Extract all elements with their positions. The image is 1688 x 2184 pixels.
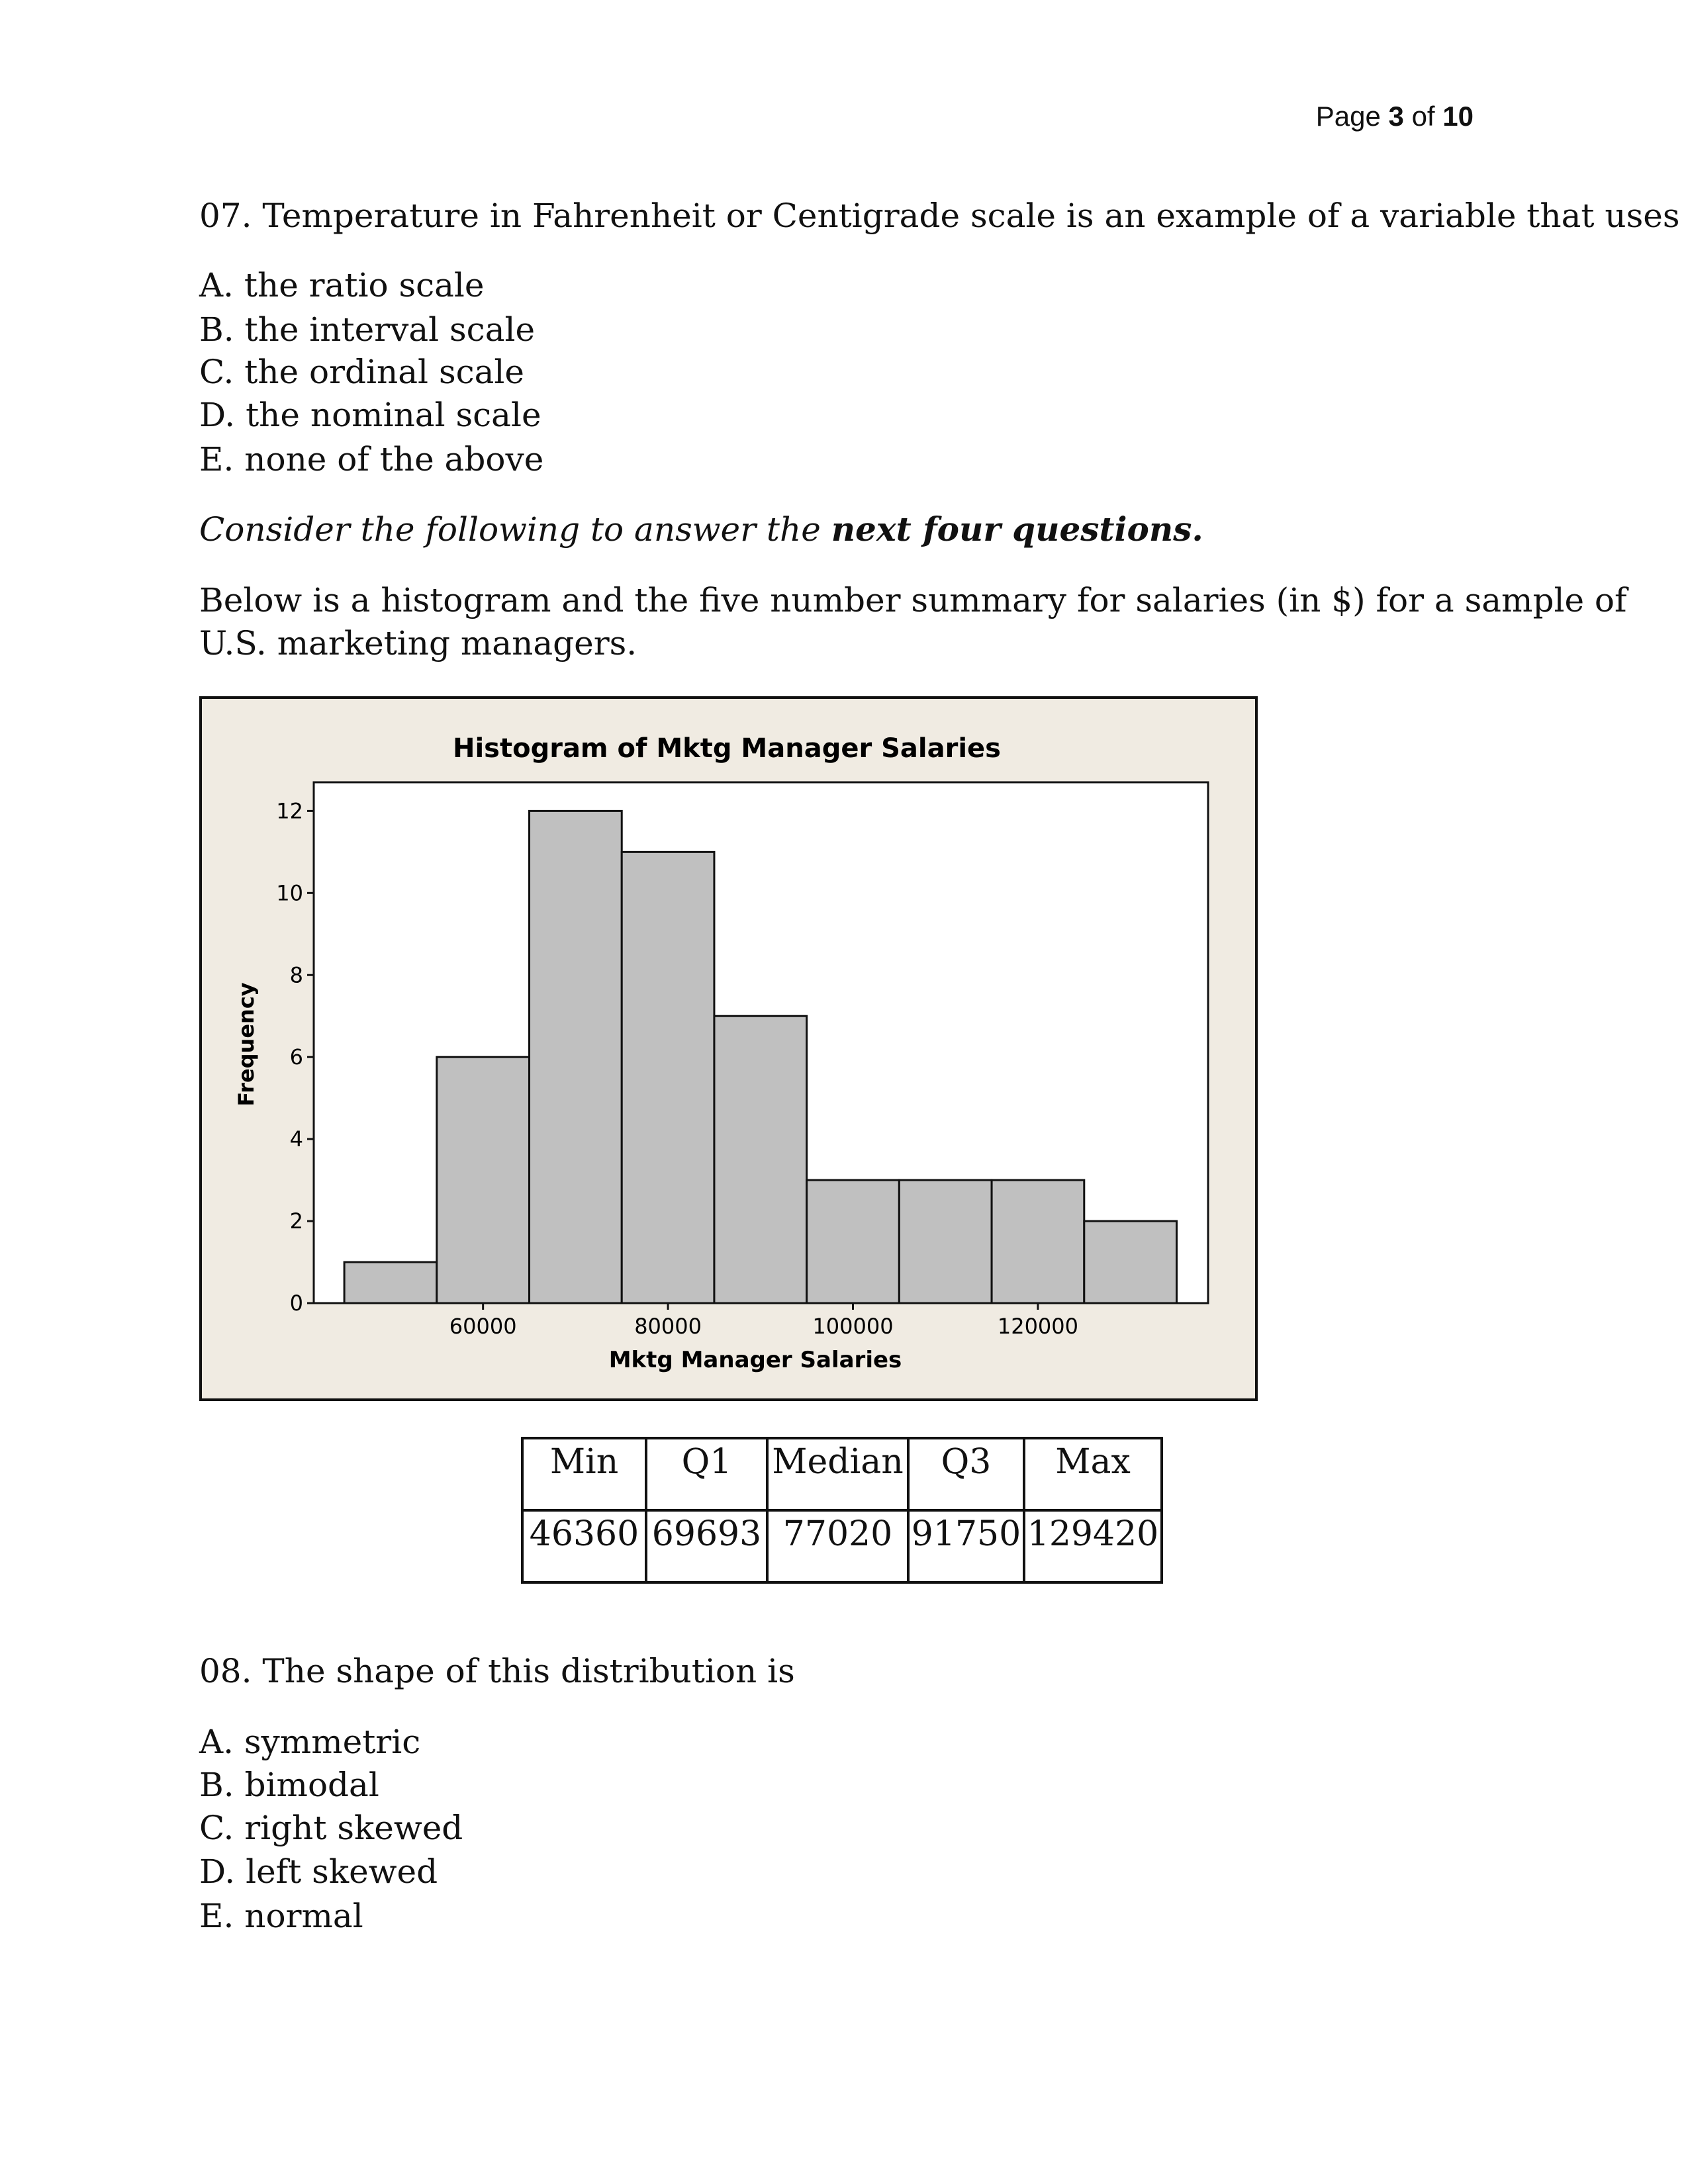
x-tick-label: 80000 [634, 1314, 702, 1339]
header-q3: Q3 [908, 1438, 1024, 1510]
y-tick-label: 2 [289, 1208, 303, 1234]
histogram-bar [992, 1180, 1084, 1303]
x-tick-label: 120000 [997, 1314, 1079, 1339]
value-max: 129420 [1024, 1510, 1162, 1582]
x-tick-label: 60000 [449, 1314, 517, 1339]
q08-option-b: B. bimodal [199, 1766, 379, 1804]
q08-option-c: C. right skewed [199, 1809, 463, 1847]
histogram-bar [622, 852, 714, 1303]
table-values-row [522, 1510, 1162, 1582]
q08-option-e: E. normal [199, 1897, 363, 1935]
histogram-bar [437, 1057, 530, 1303]
histogram-bar [1084, 1221, 1177, 1303]
q07-option-d: D. the nominal scale [199, 396, 541, 434]
y-tick-label: 4 [289, 1126, 303, 1152]
question-07: 07. Temperature in Fahrenheit or Centigrade scale is an example of a variable that uses [199, 197, 1680, 235]
y-tick-label: 6 [289, 1044, 303, 1070]
y-tick-label: 0 [289, 1291, 303, 1316]
intro-line-2: U.S. marketing managers. [199, 624, 637, 662]
histogram-bar [344, 1262, 437, 1303]
histogram-bar [807, 1180, 900, 1303]
x-tick-label: 100000 [812, 1314, 894, 1339]
q07-option-b: B. the interval scale [199, 310, 536, 349]
consider-instruction: Consider the following to answer the next four questions. [199, 510, 1203, 549]
q08-option-a: A. symmetric [199, 1723, 421, 1761]
q07-option-c: C. the ordinal scale [199, 353, 524, 391]
five-number-summary-table [521, 1437, 1163, 1584]
value-min: 46360 [522, 1510, 646, 1582]
q07-option-a: A. the ratio scale [199, 266, 485, 304]
header-median: Median [767, 1438, 908, 1510]
histogram-chart [199, 696, 1258, 1401]
question-08: 08. The shape of this distribution is [199, 1652, 795, 1690]
q08-option-d: D. left skewed [199, 1852, 438, 1891]
histogram-bar [714, 1016, 807, 1303]
y-tick-label: 12 [276, 798, 303, 824]
x-axis-label: Mktg Manager Salaries [608, 1347, 902, 1373]
table-header-row [522, 1438, 1162, 1510]
header-q1: Q1 [646, 1438, 767, 1510]
y-tick-label: 8 [289, 962, 303, 988]
page-number: Page 3 of 10 [1315, 101, 1474, 132]
value-q3: 91750 [908, 1510, 1024, 1582]
value-q1: 69693 [646, 1510, 767, 1582]
y-tick-label: 10 [276, 880, 303, 906]
header-min: Min [522, 1438, 646, 1510]
histogram-bar [530, 811, 622, 1303]
header-max: Max [1024, 1438, 1162, 1510]
chart-title: Histogram of Mktg Manager Salaries [452, 733, 1002, 764]
histogram-bar [899, 1180, 992, 1303]
intro-line-1: Below is a histogram and the five number summary for salaries (in $) for a sample of [199, 581, 1627, 619]
q07-option-e: E. none of the above [199, 440, 544, 478]
value-median: 77020 [767, 1510, 908, 1582]
y-axis-label: Frequency [234, 982, 259, 1107]
